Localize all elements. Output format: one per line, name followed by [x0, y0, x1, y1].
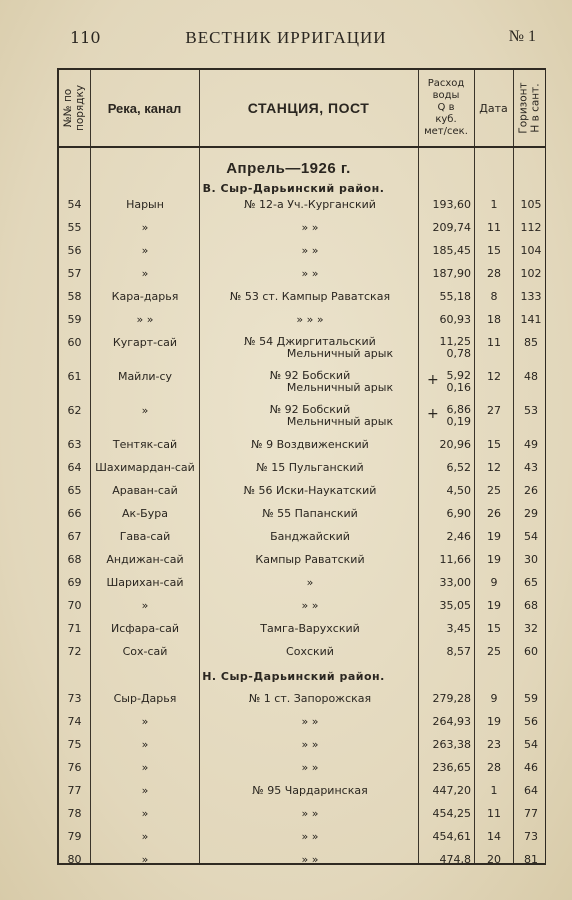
- table-row: [59, 692, 548, 715]
- measure-date: 1: [490, 198, 498, 211]
- table-row: [59, 198, 548, 221]
- station-name: » »: [301, 738, 319, 751]
- station-name: » »: [301, 807, 319, 820]
- row-number: 60: [67, 336, 82, 349]
- measure-date: 1: [490, 784, 498, 797]
- table-row: [59, 370, 548, 393]
- header-rule: [59, 146, 545, 148]
- station-name: » »: [301, 715, 319, 728]
- water-level: 64: [524, 784, 538, 797]
- river-name: »: [141, 784, 149, 797]
- station-line: № 92 Бобский: [269, 369, 351, 382]
- row-number: 67: [67, 530, 82, 543]
- table-row: [59, 507, 548, 530]
- measure-date: 15: [487, 244, 501, 257]
- flow-value: 6,90: [446, 507, 471, 520]
- row-number: 73: [67, 692, 82, 705]
- water-level: 32: [524, 622, 538, 635]
- measure-date: 8: [490, 290, 498, 303]
- station-name: № 56 Иски-Наукатский: [243, 484, 377, 497]
- river-name: Сох-сай: [122, 645, 168, 658]
- station-line: № 92 Бобский: [269, 403, 351, 416]
- table-row: [59, 784, 548, 807]
- table-row: [59, 461, 548, 484]
- table-row: [59, 484, 548, 507]
- water-level: 49: [524, 438, 538, 451]
- station-name: № 15 Пульганский: [256, 461, 364, 474]
- water-level: 59: [524, 692, 538, 705]
- row-number: 77: [67, 784, 82, 797]
- header-date: Дата: [479, 101, 508, 115]
- water-level: 43: [524, 461, 538, 474]
- flow-value: 454,61: [432, 830, 471, 843]
- flow-value: 6,52: [446, 461, 471, 474]
- flow-value: 55,18: [439, 290, 471, 303]
- section-title-upper: В. Сыр-Дарьинский район.: [202, 182, 385, 195]
- water-level: 104: [520, 244, 542, 257]
- measure-date: 9: [490, 576, 498, 589]
- station-name: № 53 ст. Кампыр Раватская: [229, 290, 391, 303]
- measure-date: 28: [487, 267, 501, 280]
- row-number: 74: [67, 715, 82, 728]
- header-station: СТАНЦИЯ, ПОСТ: [247, 100, 370, 116]
- river-name: Исфара-сай: [110, 622, 180, 635]
- measure-date: 11: [487, 807, 501, 820]
- measure-date: 27: [487, 404, 501, 417]
- water-level: 30: [524, 553, 538, 566]
- section-title-lower: Н. Сыр-Дарьинский район.: [202, 670, 385, 683]
- row-number: 78: [67, 807, 82, 820]
- measure-date: 9: [490, 692, 498, 705]
- month-title: Апрель—1926 г.: [226, 160, 351, 177]
- measure-date: 19: [487, 530, 501, 543]
- station-name: [201, 404, 419, 428]
- discharge-table: [57, 68, 546, 865]
- flow-value: 8,57: [446, 645, 471, 658]
- row-number: 64: [67, 461, 82, 474]
- station-name: » »: [301, 853, 319, 866]
- station-name: » »: [301, 761, 319, 774]
- station-name: » »: [301, 267, 319, 280]
- flow-line: 11,25: [439, 335, 471, 348]
- table-row: [59, 761, 548, 784]
- station-name: » »: [301, 599, 319, 612]
- row-number: 72: [67, 645, 82, 658]
- flow-value: 3,45: [446, 622, 471, 635]
- flow-value: 474,8: [439, 853, 471, 866]
- measure-date: 12: [487, 461, 501, 474]
- page-number: 110: [70, 28, 101, 47]
- flow-value: 187,90: [432, 267, 471, 280]
- table-row: [59, 853, 548, 876]
- row-number: 80: [67, 853, 82, 866]
- flow-value: 2,46: [446, 530, 471, 543]
- row-number: 66: [67, 507, 82, 520]
- flow-value: 447,20: [432, 784, 471, 797]
- table-row: [59, 530, 548, 553]
- flow-value: 60,93: [439, 313, 471, 326]
- row-number: 69: [67, 576, 82, 589]
- station-name: » »: [301, 244, 319, 257]
- row-number: 57: [67, 267, 82, 280]
- running-head: [0, 26, 572, 50]
- river-name: Гава-сай: [119, 530, 171, 543]
- river-name: »: [141, 221, 149, 234]
- row-number: 68: [67, 553, 82, 566]
- river-name: Шарихан-сай: [106, 576, 184, 589]
- flow-line: 0,19: [446, 415, 471, 428]
- water-level: 105: [520, 198, 542, 211]
- measure-date: 18: [487, 313, 501, 326]
- measure-date: 11: [487, 221, 501, 234]
- river-name: »: [141, 738, 149, 751]
- station-name: Банджайский: [270, 530, 350, 543]
- station-name: № 12-а Уч.-Курганский: [244, 198, 376, 211]
- flow-line: 0,78: [446, 347, 471, 360]
- table-row: [59, 599, 548, 622]
- river-name: Ак-Бура: [122, 507, 168, 520]
- river-name: »: [141, 244, 149, 257]
- table-row: [59, 438, 548, 461]
- river-name: Нарын: [126, 198, 164, 211]
- river-name: Тентяк-сай: [112, 438, 178, 451]
- header-river: Река, канал: [107, 100, 182, 116]
- plus-sign: +: [427, 372, 439, 388]
- header-horizon: Горизонт Н в сант.: [518, 82, 542, 134]
- water-level: 54: [524, 530, 538, 543]
- station-line: Мельничный арык: [286, 381, 394, 394]
- river-name: Сыр-Дарья: [113, 692, 177, 705]
- river-name: Кугарт-сай: [112, 336, 178, 349]
- measure-date: 15: [487, 622, 501, 635]
- flow-line: 5,92: [446, 369, 471, 382]
- measure-date: 19: [487, 715, 501, 728]
- table-row: [59, 267, 548, 290]
- measure-date: 15: [487, 438, 501, 451]
- table-row: [59, 290, 548, 313]
- row-number: 58: [67, 290, 82, 303]
- row-number: 56: [67, 244, 82, 257]
- row-number: 61: [67, 370, 82, 383]
- station-line: Мельничный арык: [286, 415, 394, 428]
- river-name: Шахимардан-сай: [95, 461, 195, 474]
- measure-date: 25: [487, 484, 501, 497]
- measure-date: 12: [487, 370, 501, 383]
- row-number: 59: [67, 313, 82, 326]
- station-name: № 9 Воздвиженский: [251, 438, 369, 451]
- measure-date: 25: [487, 645, 501, 658]
- flow-value: [419, 404, 473, 428]
- measure-date: 19: [487, 553, 501, 566]
- measure-date: 26: [487, 507, 501, 520]
- table-row: [59, 715, 548, 738]
- table-row: [59, 244, 548, 267]
- flow-value: [419, 336, 473, 360]
- river-name: Майли-су: [117, 370, 173, 383]
- table-row: [59, 336, 548, 359]
- water-level: 112: [520, 221, 542, 234]
- row-number: 71: [67, 622, 82, 635]
- row-number: 79: [67, 830, 82, 843]
- station-name: [201, 370, 419, 394]
- water-level: 60: [524, 645, 538, 658]
- water-level: 26: [524, 484, 538, 497]
- water-level: 29: [524, 507, 538, 520]
- row-number: 55: [67, 221, 82, 234]
- river-name: »: [141, 853, 149, 866]
- table-row: [59, 553, 548, 576]
- row-number: 75: [67, 738, 82, 751]
- issue-number: № 1: [508, 28, 536, 45]
- river-name: »: [141, 267, 149, 280]
- plus-sign: +: [427, 406, 439, 422]
- measure-date: 20: [487, 853, 501, 866]
- station-name: »: [306, 576, 314, 589]
- measure-date: 19: [487, 599, 501, 612]
- water-level: 77: [524, 807, 538, 820]
- river-name: »: [141, 761, 149, 774]
- station-name: » »: [301, 830, 319, 843]
- flow-line: 6,86: [446, 403, 471, 416]
- water-level: 46: [524, 761, 538, 774]
- station-name: Тамга-Варухский: [260, 622, 360, 635]
- river-name: »: [141, 404, 149, 417]
- table-row: [59, 622, 548, 645]
- station-line: Мельничный арык: [286, 347, 394, 360]
- table-row: [59, 738, 548, 761]
- river-name: »: [141, 599, 149, 612]
- station-line: № 54 Джиргитальский: [244, 335, 376, 348]
- flow-value: 264,93: [432, 715, 471, 728]
- journal-title: ВЕСТНИК ИРРИГАЦИИ: [185, 28, 387, 47]
- river-name: Араван-сай: [112, 484, 178, 497]
- flow-value: 236,65: [432, 761, 471, 774]
- river-name: Андижан-сай: [106, 553, 184, 566]
- header-number: №№ по порядку: [62, 84, 87, 132]
- water-level: 48: [524, 370, 538, 383]
- table-row: [59, 576, 548, 599]
- water-level: 141: [520, 313, 542, 326]
- flow-value: 35,05: [439, 599, 471, 612]
- flow-value: 185,45: [432, 244, 471, 257]
- station-name: Кампыр Раватский: [255, 553, 365, 566]
- water-level: 56: [524, 715, 538, 728]
- table-row: [59, 807, 548, 830]
- water-level: 53: [524, 404, 538, 417]
- station-name: Сохский: [286, 645, 334, 658]
- table-row: [59, 221, 548, 244]
- measure-date: 23: [487, 738, 501, 751]
- row-number: 62: [67, 404, 82, 417]
- row-number: 76: [67, 761, 82, 774]
- water-level: 73: [524, 830, 538, 843]
- river-name: »: [141, 715, 149, 728]
- station-name: [201, 336, 419, 360]
- water-level: 68: [524, 599, 538, 612]
- water-level: 81: [524, 853, 538, 866]
- station-name: № 1 ст. Запорожская: [248, 692, 372, 705]
- measure-date: 11: [487, 336, 501, 349]
- station-name: » » »: [296, 313, 324, 326]
- river-name: »: [141, 830, 149, 843]
- table-row: [59, 645, 548, 668]
- row-number: 54: [67, 198, 82, 211]
- table-row: [59, 313, 548, 336]
- water-level: 65: [524, 576, 538, 589]
- flow-value: 11,66: [439, 553, 471, 566]
- water-level: 102: [520, 267, 542, 280]
- flow-value: 20,96: [439, 438, 471, 451]
- station-name: » »: [301, 221, 319, 234]
- flow-value: [419, 370, 473, 394]
- flow-value: 279,28: [432, 692, 471, 705]
- flow-value: 33,00: [439, 576, 471, 589]
- flow-line: 0,16: [446, 381, 471, 394]
- river-name: » »: [136, 313, 154, 326]
- flow-value: 193,60: [432, 198, 471, 211]
- row-number: 63: [67, 438, 82, 451]
- flow-value: 454,25: [432, 807, 471, 820]
- water-level: 54: [524, 738, 538, 751]
- station-name: № 95 Чардаринская: [252, 784, 368, 797]
- river-name: Кара-дарья: [111, 290, 179, 303]
- water-level: 133: [520, 290, 542, 303]
- row-number: 65: [67, 484, 82, 497]
- measure-date: 28: [487, 761, 501, 774]
- flow-value: 4,50: [446, 484, 471, 497]
- measure-date: 14: [487, 830, 501, 843]
- table-row: [59, 404, 548, 427]
- flow-value: 263,38: [432, 738, 471, 751]
- row-number: 70: [67, 599, 82, 612]
- flow-value: 209,74: [432, 221, 471, 234]
- table-row: [59, 830, 548, 853]
- station-name: № 55 Папанский: [262, 507, 358, 520]
- water-level: 85: [524, 336, 538, 349]
- river-name: »: [141, 807, 149, 820]
- header-flow: Расход воды Q в куб. мет/сек.: [424, 78, 468, 137]
